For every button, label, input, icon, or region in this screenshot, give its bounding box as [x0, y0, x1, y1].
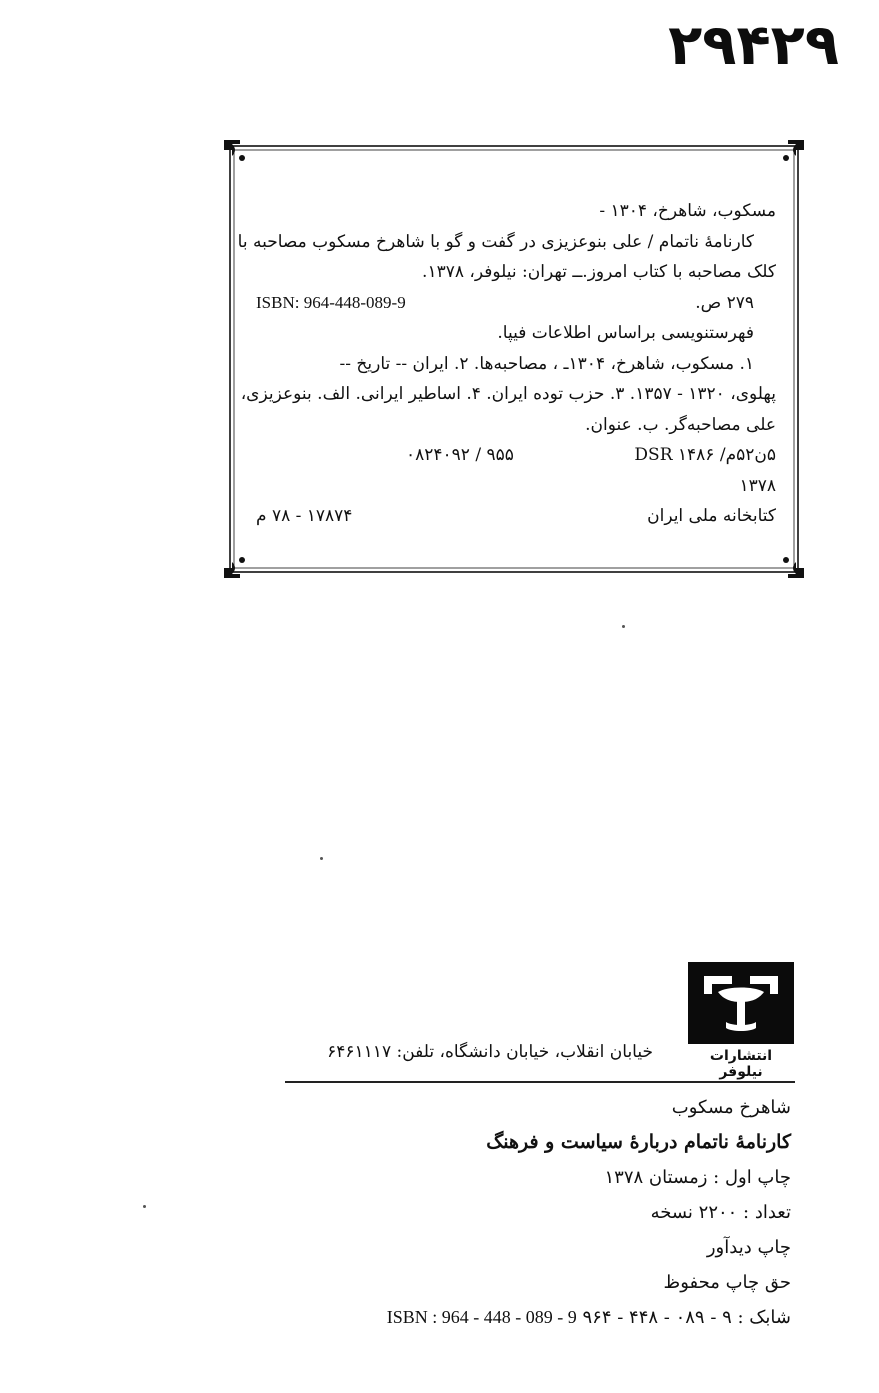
cip-title-line: کارنامهٔ ناتمام / علی بنوعزیزی در گفت و گو با شاهرخ مسکوب مصاحبه با	[237, 231, 754, 252]
colophon	[271, 1090, 791, 1335]
cip-dewey: ۹۵۵ / ۰۸۲۴۰۹۲	[406, 445, 514, 465]
colophon-edition: چاپ اول : زمستان ۱۳۷۸	[604, 1167, 791, 1188]
publisher-logo-text: انتشارات نیلوفر	[709, 1048, 773, 1080]
cip-pages-line	[256, 288, 776, 319]
speck	[143, 1205, 146, 1208]
publisher-address: خیابان انقلاب، خیابان دانشگاه، تلفن: ۶۴۶۱۱۱۷	[327, 1042, 653, 1062]
colophon-printer: چاپ دیدآور	[706, 1237, 791, 1258]
nilufar-emblem-icon	[688, 962, 794, 1044]
cip-note-line: فهرستنویسی براساس اطلاعات فیپا.	[497, 323, 754, 343]
cip-isbn: ISBN: 964-448-089-9	[256, 292, 406, 312]
colophon-shabak: شابک : ۹ - ۰۸۹ - ۴۴۸ - ۹۶۴	[582, 1307, 791, 1328]
cip-catalog-number: ۱۷۸۷۴ - ۷۸ م	[256, 506, 353, 526]
cip-library: کتابخانه ملی ایران	[647, 506, 776, 526]
colophon-isbn-line	[271, 1300, 791, 1335]
speck	[622, 625, 625, 628]
cataloging-in-publication-box	[222, 138, 806, 580]
cip-pages: ۲۷۹ ص.	[695, 292, 754, 313]
cip-lc-number: ۵ن۵۲م/ DSR ۱۴۸۶	[634, 445, 776, 465]
cip-author-line: مسکوب، شاهرخ، ۱۳۰۴ -	[599, 201, 776, 221]
cip-imprint-line: کلک مصاحبه با کتاب امروز.ــ تهران: نیلوفر، ۱۳۷۸.	[422, 262, 776, 282]
colophon-isbn: ISBN : 964 - 448 - 089 - 9	[386, 1307, 577, 1327]
speck	[320, 857, 323, 860]
cip-year-line: ۱۳۷۸	[739, 475, 776, 496]
cip-classification-line	[256, 440, 776, 471]
handwritten-accession-number: ۲۹۴۲۹	[668, 13, 839, 78]
divider	[285, 1081, 795, 1083]
cip-subject-line: پهلوی، ۱۳۲۰ - ۱۳۵۷. ۳. حزب توده ایران. ۴. اساطیر ایرانی. الف. بنوعزیزی،	[240, 384, 776, 404]
cip-library-line	[256, 501, 776, 532]
colophon-author: شاهرخ مسکوب	[671, 1097, 791, 1118]
colophon-rights: حق چاپ محفوظ	[663, 1272, 791, 1293]
cip-subject-line: ۱. مسکوب، شاهرخ، ۱۳۰۴ـ ، مصاحبه‌ها. ۲. ایران -- تاریخ --	[339, 353, 754, 374]
colophon-print-run: تعداد : ۲۲۰۰ نسخه	[650, 1202, 791, 1223]
cip-subject-line: علی مصاحبه‌گر. ب. عنوان.	[585, 414, 776, 435]
colophon-title: کارنامهٔ ناتمام دربارهٔ سیاست و فرهنگ	[486, 1131, 791, 1153]
publisher-logo	[688, 962, 794, 1080]
